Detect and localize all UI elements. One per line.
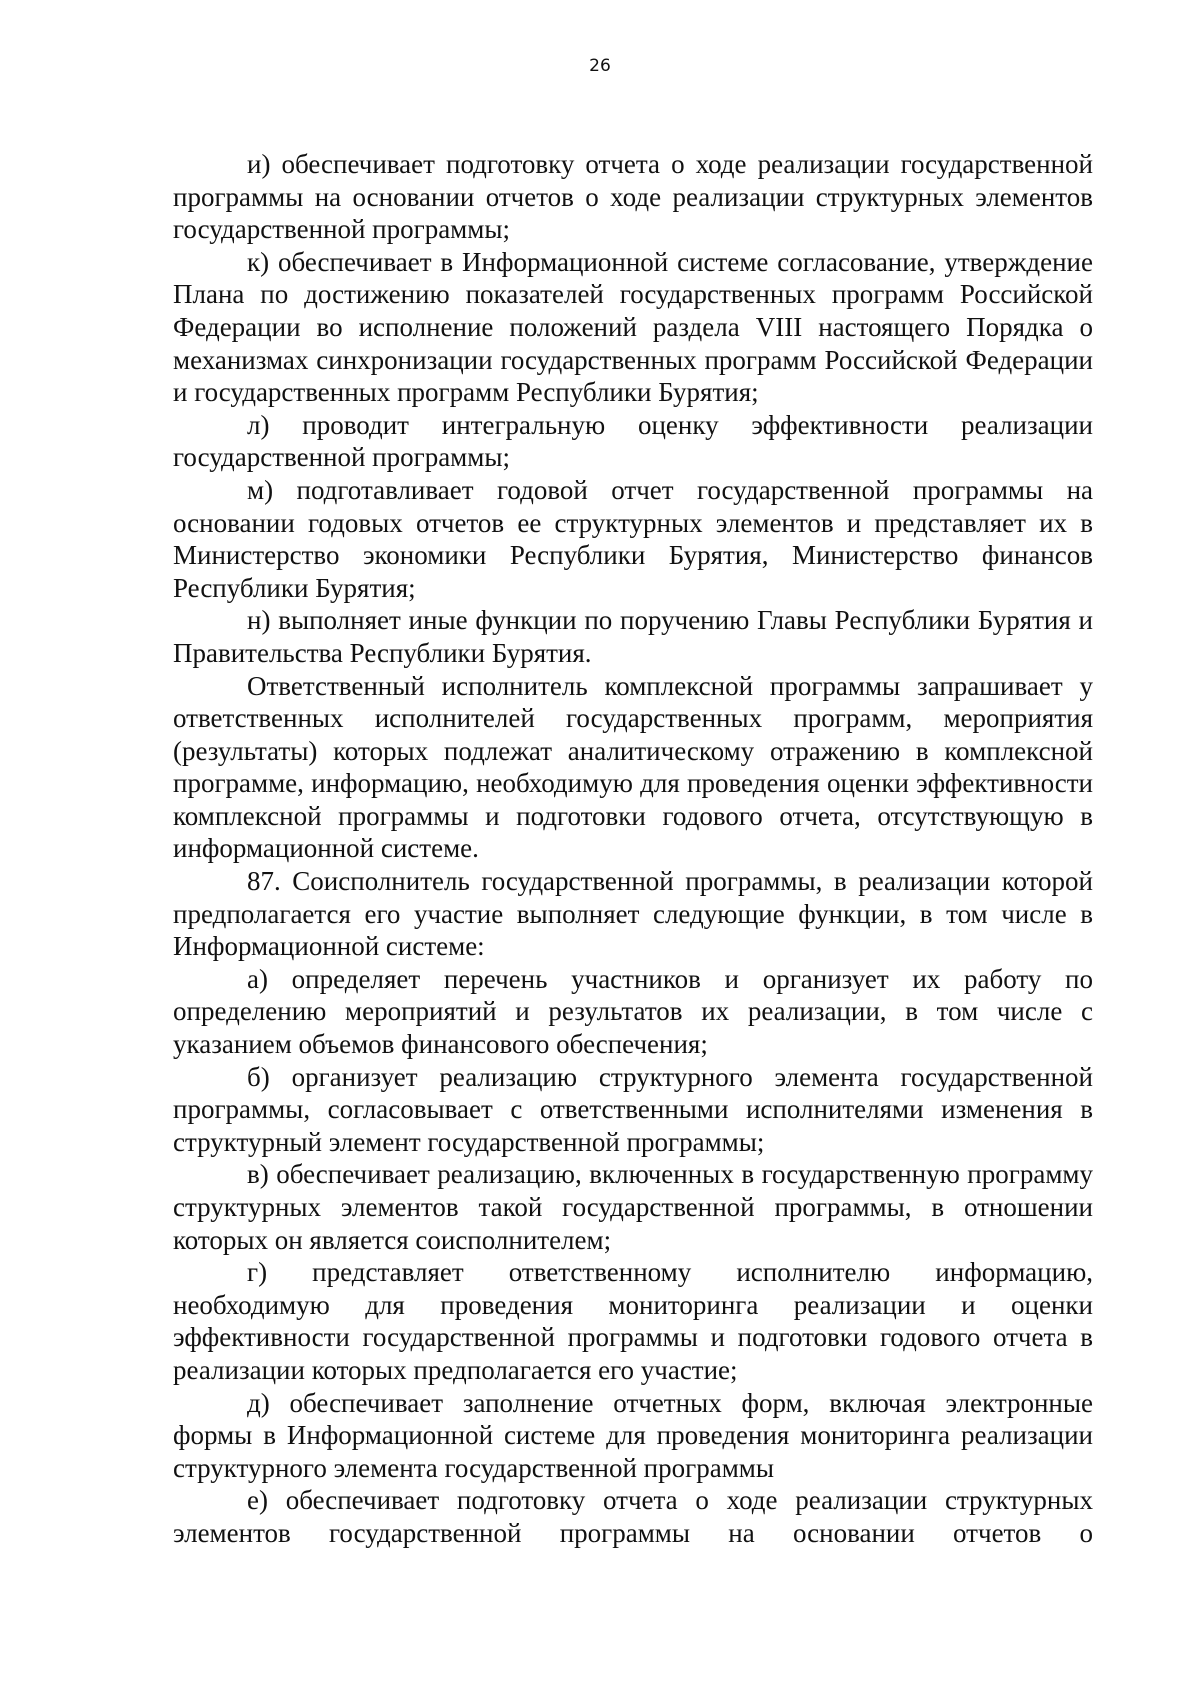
paragraph-item-g: г) представляет ответственному исполнителю информацию, необходимую для проведения мониторинга реализации и оценки эффективности государственной программы и подготовки годового отчета в реализации которых предполагается его участие; — [173, 1257, 1093, 1385]
document-body — [173, 148, 1093, 1550]
paragraph-item-d: д) обеспечивает заполнение отчетных форм, включая электронные формы в Информационной системе для проведения мониторинга реализации структурного элемента государственной программы — [173, 1387, 1093, 1483]
paragraph-item-l: л) проводит интегральную оценку эффективности реализации государственной программы; — [173, 409, 1093, 473]
page-number: 26 — [589, 56, 611, 76]
paragraph-item-a: а) определяет перечень участников и организует их работу по определению мероприятий и результатов их реализации, в том числе с указанием объемов финансового обеспечения; — [173, 963, 1093, 1060]
paragraph-item-m: м) подготавливает годовой отчет государственной программы на основании годовых отчетов ее структурных элементов и представляет их в Министерство экономики Республики Бурятия, Министерство финансов Республики Бурятия; — [173, 474, 1093, 603]
paragraph-item-b: б) организует реализацию структурного элемента государственной программы, согласовывает с ответственными исполнителями изменения в структурный элемент государственной программы; — [173, 1061, 1093, 1157]
paragraph-complex-program: Ответственный исполнитель комплексной программы запрашивает у ответственных исполнителей государственных программ, мероприятия (результаты) которых подлежат аналитическому отражению в комплексной программе, информацию, необходимую для проведения оценки эффективности комплексной программы и подготовки годового отчета, отсутствующую в информационной системе. — [173, 670, 1093, 864]
paragraph-item-k: к) обеспечивает в Информационной системе согласование, утверждение Плана по достижению показателей государственных программ Российской Федерации во исполнение положений раздела VIII настоящего Порядка о механизмах синхронизации государственных программ Российской Федерации и государственных программ Республики Бурятия; — [173, 246, 1093, 408]
paragraph-item-i: и) обеспечивает подготовку отчета о ходе реализации государственной программы на основании отчетов о ходе реализации структурных элементов государственной программы; — [173, 149, 1093, 245]
paragraph-item-n: н) выполняет иные функции по поручению Главы Республики Бурятия и Правительства Республики Бурятия. — [173, 605, 1093, 668]
paragraph-item-e: е) обеспечивает подготовку отчета о ходе реализации структурных элементов государственной программы на основании отчетов о — [173, 1485, 1093, 1548]
paragraph-87: 87. Соисполнитель государственной программы, в реализации которой предполагается его участие выполняет следующие функции, в том числе в Информационной системе: — [173, 866, 1093, 962]
paragraph-item-v: в) обеспечивает реализацию, включенных в государственную программу структурных элементов такой государственной программы, в отношении которых он является соисполнителем; — [173, 1159, 1093, 1255]
